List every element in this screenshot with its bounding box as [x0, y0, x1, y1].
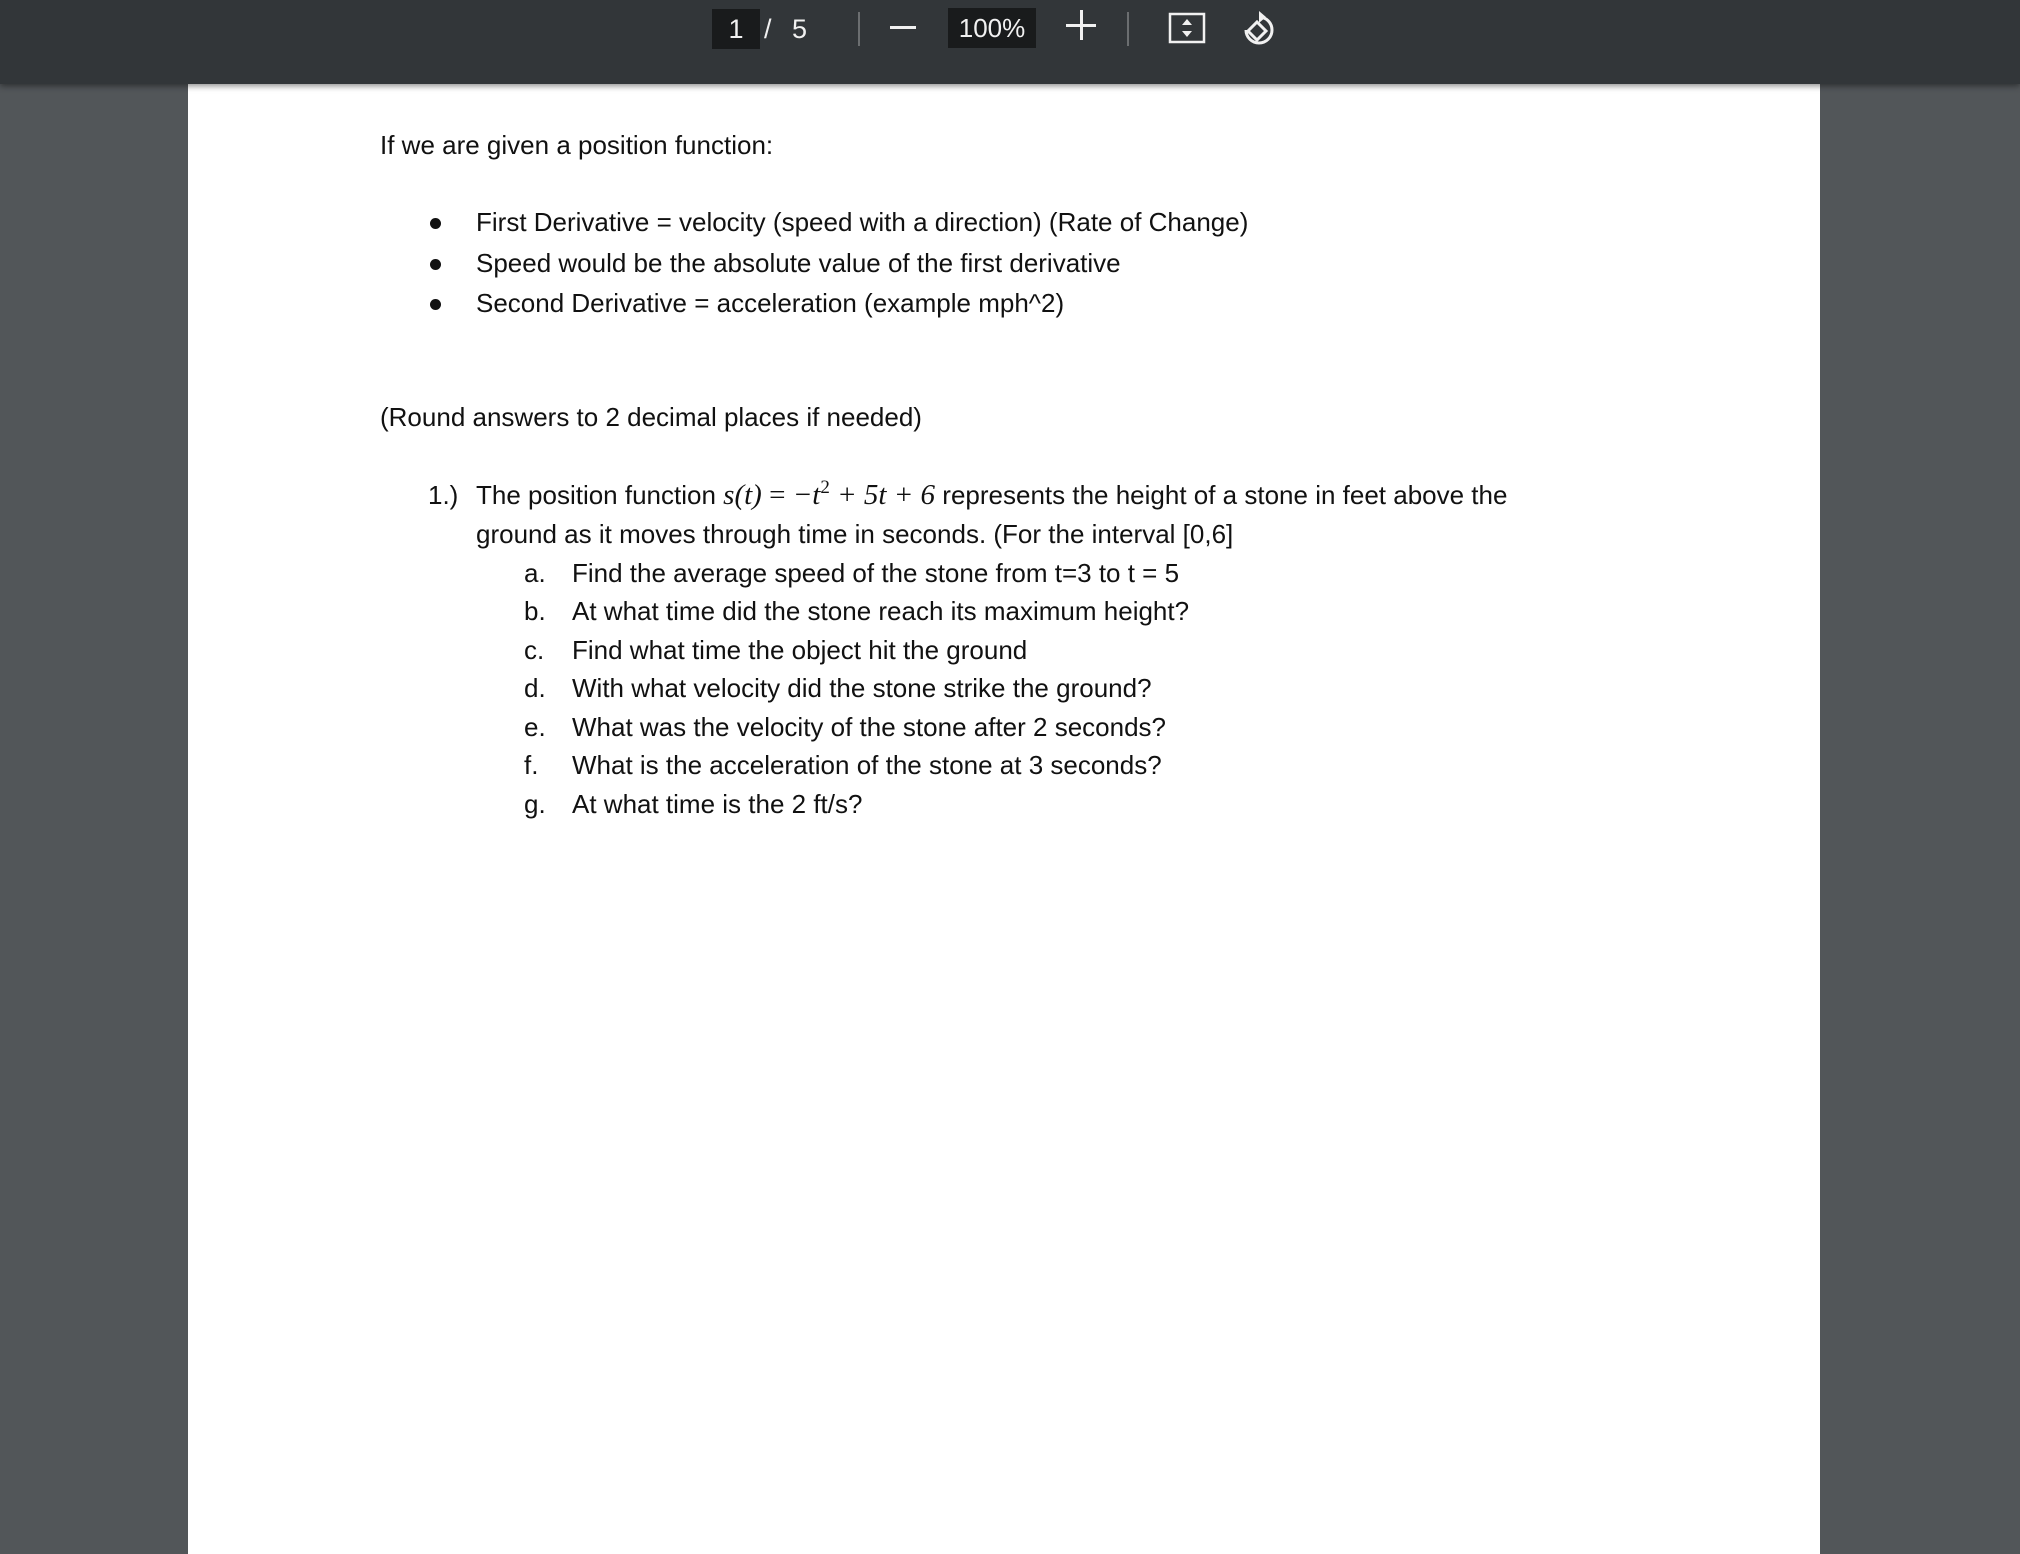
problem-statement-line2: ground as it moves through time in seconds. (For the interval [0,6] — [476, 519, 1234, 549]
part-question: With what velocity did the stone strike the ground? — [572, 673, 1152, 703]
part-letter: e. — [524, 712, 546, 742]
bullet-item: Speed would be the absolute value of the first derivative — [476, 248, 1121, 278]
part-letter: d. — [524, 673, 546, 703]
part-question: At what time is the 2 ft/s? — [572, 789, 863, 819]
bullet-point — [430, 218, 441, 229]
formula-equals: = — [769, 479, 786, 511]
zoom-out-button[interactable] — [890, 26, 916, 29]
part-letter: f. — [524, 750, 539, 780]
part-letter: a. — [524, 558, 546, 588]
formula-term1: −t — [792, 479, 821, 511]
problem-number: 1.) — [428, 480, 459, 510]
toolbar-divider — [1127, 12, 1129, 46]
rotate-icon[interactable] — [1238, 8, 1280, 50]
formula-lhs: s(t) — [723, 479, 762, 511]
problem-text-after: represents the height of a stone in feet above the — [942, 480, 1508, 510]
problem-statement-line1 — [476, 478, 1507, 512]
bullet-item: Second Derivative = acceleration (example mph^2) — [476, 288, 1065, 318]
zoom-in-button[interactable] — [1066, 10, 1098, 42]
position-formula — [723, 479, 935, 511]
total-pages: 5 — [792, 14, 808, 44]
part-question: What is the acceleration of the stone at 3 seconds? — [572, 750, 1162, 780]
page-number-input[interactable]: 1 — [712, 9, 760, 49]
rounding-note: (Round answers to 2 decimal places if needed) — [380, 402, 922, 432]
toolbar-divider — [858, 12, 860, 46]
part-question: Find what time the object hit the ground — [572, 635, 1028, 665]
part-letter: g. — [524, 789, 546, 819]
bullet-item: First Derivative = velocity (speed with a direction) (Rate of Change) — [476, 207, 1249, 237]
part-question: What was the velocity of the stone after 2 seconds? — [572, 712, 1166, 742]
part-letter: c. — [524, 635, 545, 665]
bullet-point — [430, 299, 441, 310]
bullet-point — [430, 259, 441, 270]
pdf-toolbar — [0, 0, 2020, 84]
part-question: Find the average speed of the stone from t=3 to t = 5 — [572, 558, 1180, 588]
formula-exponent: 2 — [820, 477, 830, 498]
zoom-level-input[interactable]: 100% — [948, 8, 1036, 48]
fit-to-page-icon[interactable] — [1168, 12, 1206, 44]
formula-term2: + 5t + 6 — [837, 479, 936, 511]
intro-text: If we are given a position function: — [380, 130, 774, 160]
page-separator: / — [764, 14, 772, 44]
pdf-page — [188, 84, 1820, 1554]
part-letter: b. — [524, 596, 546, 626]
problem-text-before: The position function — [476, 480, 716, 510]
part-question: At what time did the stone reach its maximum height? — [572, 596, 1190, 626]
